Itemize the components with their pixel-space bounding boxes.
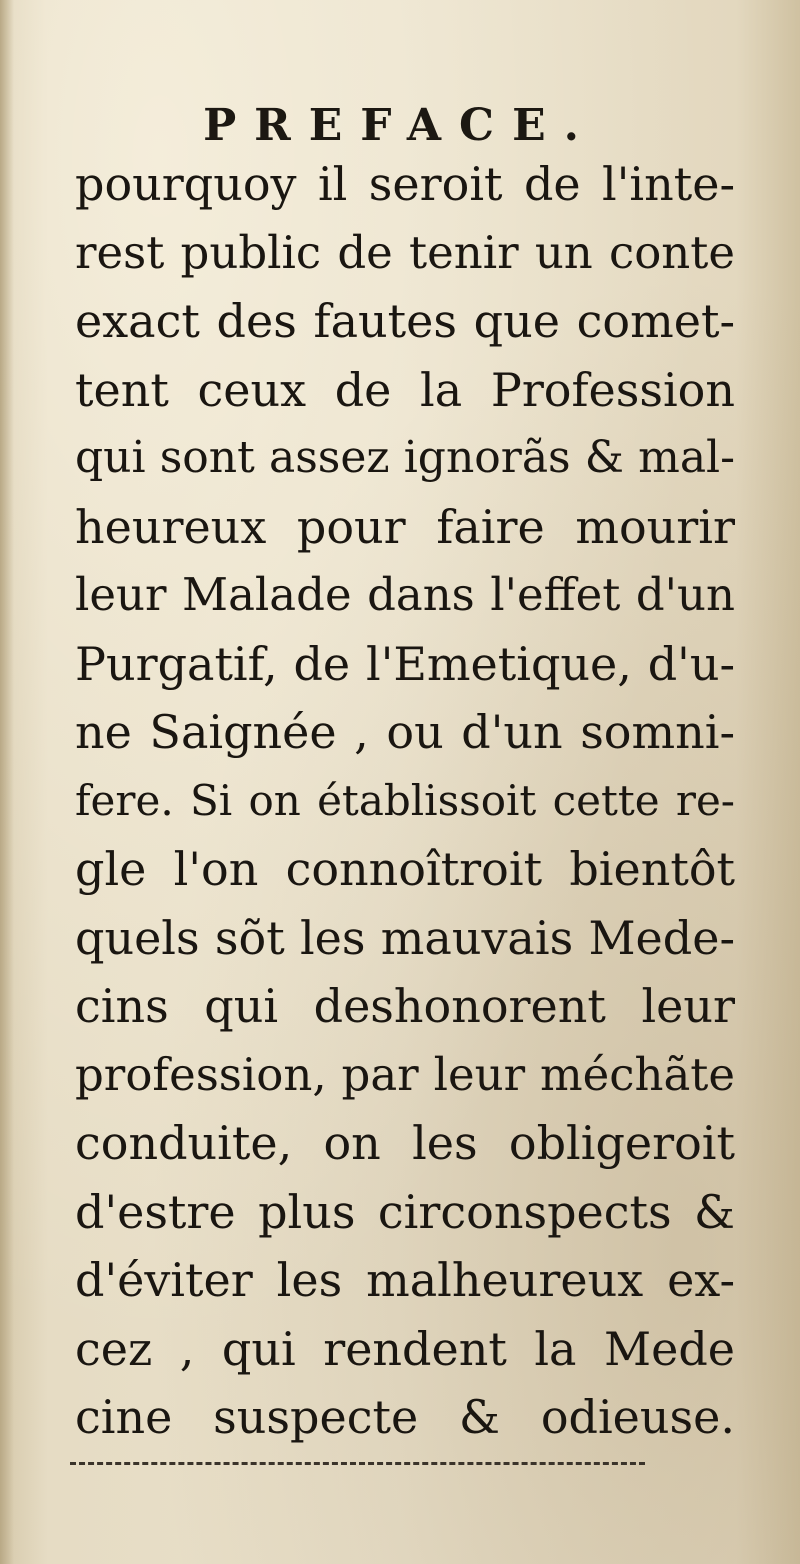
- page-gutter-shadow: [0, 0, 14, 1564]
- closing-rule: [70, 1462, 645, 1465]
- text-line: pourquoy il seroit de l'inte-: [75, 157, 735, 211]
- text-line: ne Saignée , ou d'un somni-: [75, 705, 735, 759]
- text-line: tent ceux de la Profession: [75, 362, 735, 417]
- text-line: conduite, on les obligeroit: [75, 1116, 735, 1170]
- body-text: [75, 150, 735, 1452]
- text-line: fere. Si on établissoit cette re-: [75, 775, 735, 825]
- text-line: cez , qui rendent la Mede: [75, 1321, 735, 1376]
- text-line: profession, par leur méchãte: [75, 1047, 735, 1101]
- text-line: d'estre plus circonspects &: [75, 1184, 735, 1239]
- text-line: exact des fautes que comet-: [75, 294, 735, 348]
- text-line: gle l'on connoîtroit bientôt: [75, 842, 735, 896]
- running-title: PREFACE.: [203, 100, 597, 151]
- text-line: qui sont assez ignorãs & mal-: [75, 432, 735, 483]
- text-line: leur Malade dans l'effet d'un: [75, 568, 735, 621]
- text-line: rest public de tenir un conte: [75, 225, 735, 279]
- text-line: cine suspecte & odieuse.: [75, 1390, 735, 1444]
- text-line: Purgatif, de l'Emetique, d'u-: [75, 636, 735, 691]
- text-line: cins qui deshonorent leur: [75, 979, 735, 1033]
- text-line: d'éviter les malheureux ex-: [75, 1253, 735, 1307]
- text-line: quels sõt les mauvais Mede-: [75, 910, 735, 965]
- text-line: heureux pour faire mourir: [75, 499, 735, 554]
